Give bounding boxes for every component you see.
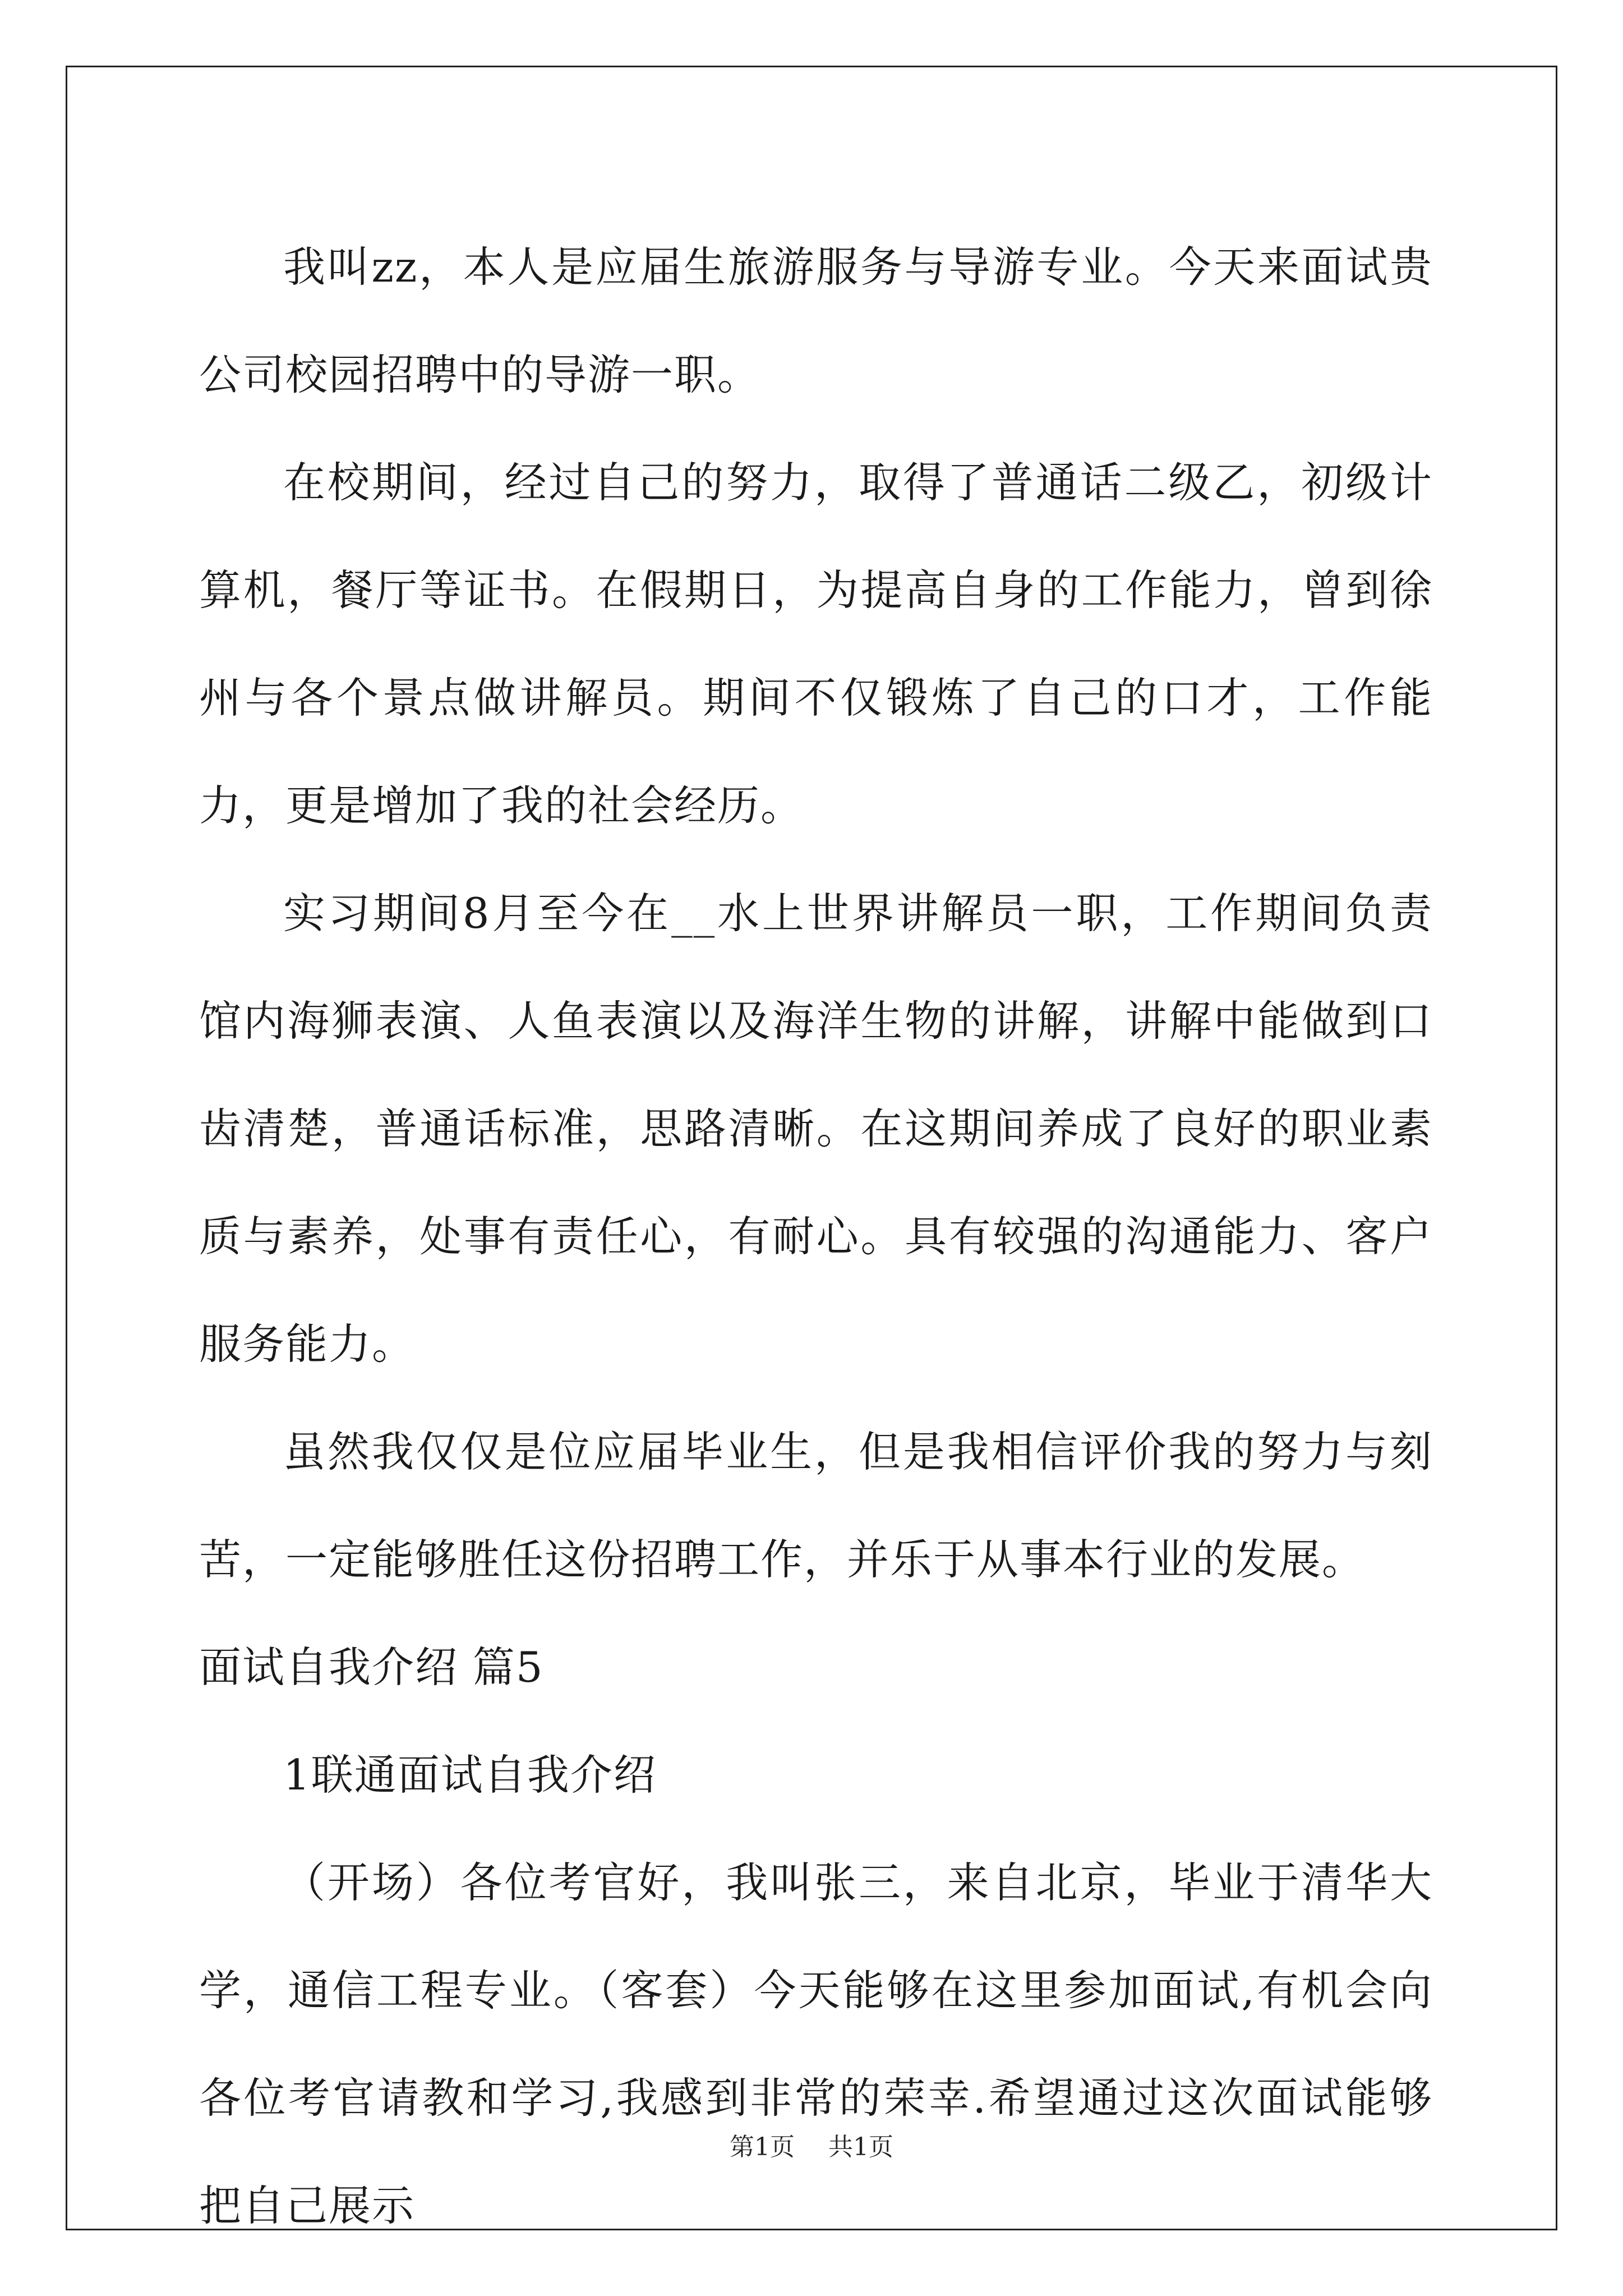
- paragraph-internship: 实习期间8月至今在__水上世界讲解员一职，工作期间负责馆内海狮表演、人鱼表演以及海洋生物的讲解，讲解中能做到口齿清楚，普通话标准，思路清晰。在这期间养成了良好的职业素质与素养，处事有责任心，有耐心。具有较强的沟通能力、客户服务能力。: [199, 889, 1433, 1369]
- page-number: 第1页: [730, 2133, 795, 2161]
- paragraph-conclusion: 虽然我仅仅是位应届毕业生，但是我相信评价我的努力与刻苦，一定能够胜任这份招聘工作，并乐于从事本行业的发展。: [199, 1427, 1433, 1584]
- paragraph-school: 在校期间，经过自己的努力，取得了普通话二级乙，初级计算机，餐厅等证书。在假期日，为提高自身的工作能力，曾到徐州与各个景点做讲解员。期间不仅锻炼了自己的口才，工作能力，更是增加了我的社会经历。: [199, 458, 1433, 830]
- paragraph-intro: 我叫zz，本人是应届生旅游服务与导游专业。今天来面试贵公司校园招聘中的导游一职。: [199, 242, 1433, 399]
- document-body: [199, 213, 1433, 2260]
- section-subtitle: 1联通面试自我介绍: [283, 1750, 657, 1800]
- paragraph-opening: （开场）各位考官好，我叫张三，来自北京，毕业于清华大学，通信工程专业。（客套）今天能够在这里参加面试,有机会向各位考官请教和学习,我感到非常的荣幸.希望通过这次面试能够把自己展示: [199, 1858, 1433, 2230]
- section-heading: 面试自我介绍 篇5: [199, 1642, 544, 1692]
- page-total: 共1页: [828, 2133, 893, 2161]
- page-footer: [0, 2131, 1623, 2164]
